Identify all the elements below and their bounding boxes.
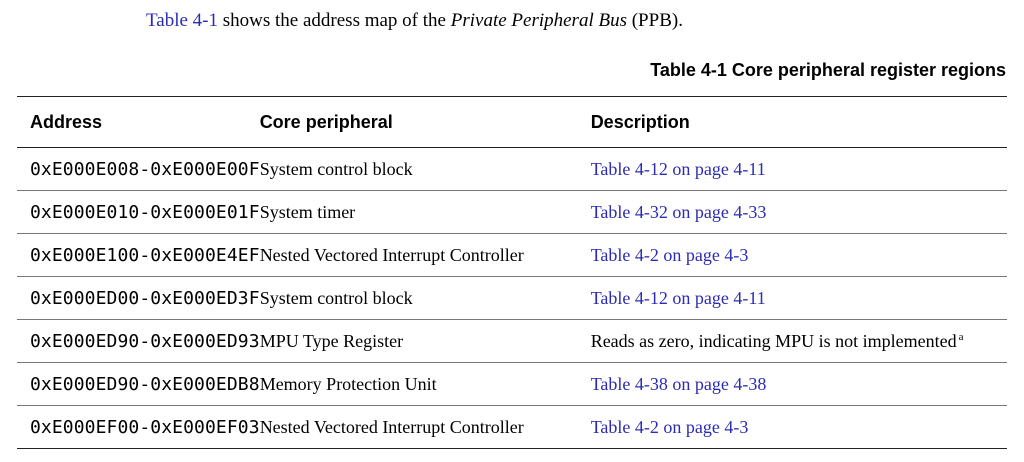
description-link[interactable]: Table 4-2 on page 4-3	[590, 416, 749, 437]
description-cell	[591, 277, 1007, 320]
description-link[interactable]: Table 4-32 on page 4-33	[590, 201, 767, 222]
address-cell: 0xE000EF00-0xE000EF03	[30, 416, 260, 438]
table-row	[17, 234, 1007, 277]
header-core-peripheral: Core peripheral	[260, 97, 591, 148]
table-row	[17, 406, 1007, 449]
peripheral-cell: Memory Protection Unit	[260, 363, 591, 406]
table-row	[17, 191, 1007, 234]
address-cell: 0xE000E100-0xE000E4EF	[17, 234, 260, 277]
description-link[interactable]: Table 4-12 on page 4-11	[590, 158, 766, 179]
description-cell	[591, 234, 1007, 277]
description-link[interactable]: Table 4-38 on page 4-38	[590, 373, 767, 394]
address-cell: 0xE000ED90-0xE000EDB8	[17, 363, 260, 406]
address-cell: 0xE000E010-0xE000E01F	[17, 191, 260, 234]
header-description: Description	[591, 97, 1007, 148]
table-row	[17, 277, 1007, 320]
footnote-marker[interactable]: a	[958, 330, 964, 343]
description-cell	[591, 320, 1007, 363]
description-link[interactable]: Table 4-12 on page 4-11	[590, 287, 766, 308]
table-reference-link[interactable]: Table 4-1	[146, 10, 219, 31]
description-cell	[591, 148, 1007, 191]
peripheral-cell: Nested Vectored Interrupt Controller	[259, 416, 524, 437]
table-body	[17, 148, 1007, 449]
peripheral-cell: System control block	[260, 148, 591, 191]
address-cell: 0xE000E008-0xE000E00F	[17, 148, 260, 191]
description-cell	[591, 191, 1007, 234]
peripheral-cell: Nested Vectored Interrupt Controller	[260, 234, 591, 277]
description-link[interactable]: Table 4-2 on page 4-3	[590, 244, 749, 265]
description-cell	[591, 406, 1007, 449]
table-row	[17, 320, 1007, 363]
description-text: Reads as zero, indicating MPU is not implemented	[590, 330, 957, 351]
peripheral-cell: System control block	[260, 277, 591, 320]
peripheral-cell: MPU Type Register	[260, 320, 591, 363]
intro-paragraph	[146, 8, 683, 34]
intro-text-1: shows the address map of the	[218, 10, 451, 31]
header-address: Address	[17, 97, 260, 148]
intro-italic-term: Private Peripheral Bus	[450, 10, 627, 31]
address-cell: 0xE000ED00-0xE000ED3F	[17, 277, 260, 320]
table-title: Table 4-1 Core peripheral register regions	[650, 60, 1006, 80]
peripheral-cell: System timer	[260, 191, 591, 234]
table-row	[17, 148, 1007, 191]
core-peripheral-table	[17, 96, 1007, 449]
table-row	[17, 363, 1007, 406]
table-header-row	[17, 97, 1007, 148]
intro-text-2: (PPB).	[626, 10, 683, 31]
description-cell	[591, 363, 1007, 406]
address-cell: 0xE000ED90-0xE000ED93	[17, 320, 260, 363]
